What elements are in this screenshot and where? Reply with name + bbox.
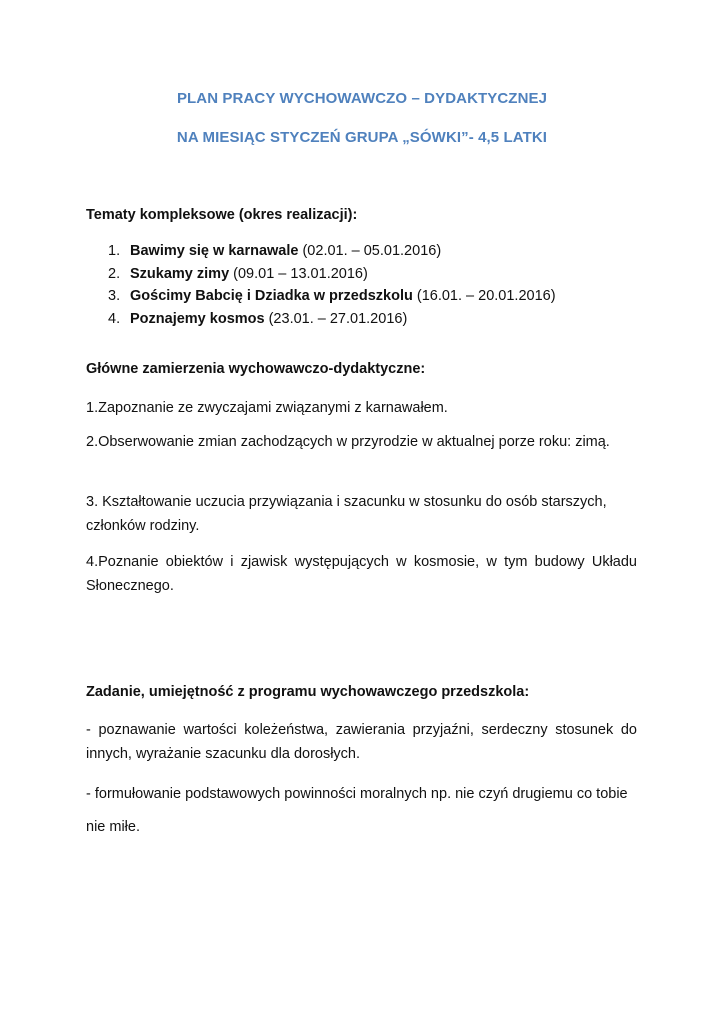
topic-name: Poznajemy kosmos bbox=[130, 310, 265, 327]
topic-name: Szukamy zimy bbox=[130, 265, 230, 282]
list-item-number: 3. bbox=[108, 288, 121, 304]
document-title-line-2: NA MIESIĄC STYCZEŃ GRUPA „SÓWKI”- 4,5 LATKI bbox=[176, 129, 548, 146]
topic-period: (23.01. – 27.01.2016) bbox=[264, 310, 408, 327]
topic-period: (09.01 – 13.01.2016) bbox=[229, 265, 368, 282]
list-item bbox=[108, 285, 556, 308]
list-item bbox=[108, 263, 556, 286]
topics-heading: Tematy kompleksowe (okres realizacji): bbox=[86, 207, 358, 223]
goal-paragraph: 3. Kształtowanie uczucia przywiązania i szacunku w stosunku do osób starszych, członków rodziny. bbox=[86, 494, 607, 534]
topic-name: Bawimy się w karnawale bbox=[130, 243, 299, 259]
topics-list bbox=[108, 240, 556, 330]
tasks-heading: Zadanie, umiejętność z programu wychowawczego przedszkola: bbox=[86, 684, 530, 700]
goal-paragraph: 2.Obserwowanie zmian zachodzących w przyrodzie w aktualnej porze roku: zimą. bbox=[86, 434, 610, 450]
topic-period: (02.01. – 05.01.2016) bbox=[298, 243, 442, 259]
topic-period: (16.01. – 20.01.2016) bbox=[412, 288, 556, 304]
list-item bbox=[108, 308, 556, 331]
list-item-number: 2. bbox=[108, 265, 121, 282]
topic-name: Gościmy Babcię i Dziadka w przedszkolu bbox=[130, 288, 413, 304]
document-title-line-1: PLAN PRACY WYCHOWAWCZO – DYDAKTYCZNEJ bbox=[176, 90, 548, 107]
goal-paragraph: 1.Zapoznanie ze zwyczajami związanymi z karnawałem. bbox=[86, 400, 448, 416]
goals-heading: Główne zamierzenia wychowawczo-dydaktyczne: bbox=[86, 361, 426, 377]
list-item-number: 4. bbox=[108, 310, 121, 327]
goal-paragraph: 4.Poznanie obiektów i zjawisk występujących w kosmosie, w tym budowy Układu Słonecznego. bbox=[86, 554, 637, 594]
list-item bbox=[108, 240, 556, 263]
list-item-number: 1. bbox=[108, 243, 121, 259]
task-paragraph: - poznawanie wartości koleżeństwa, zawierania przyjaźni, serdeczny stosunek do innych, wyrażanie szacunku dla dorosłych. bbox=[86, 722, 637, 762]
task-paragraph: - formułowanie podstawowych powinności moralnych np. nie czyń drugiemu co tobie nie miłe. bbox=[86, 786, 628, 835]
